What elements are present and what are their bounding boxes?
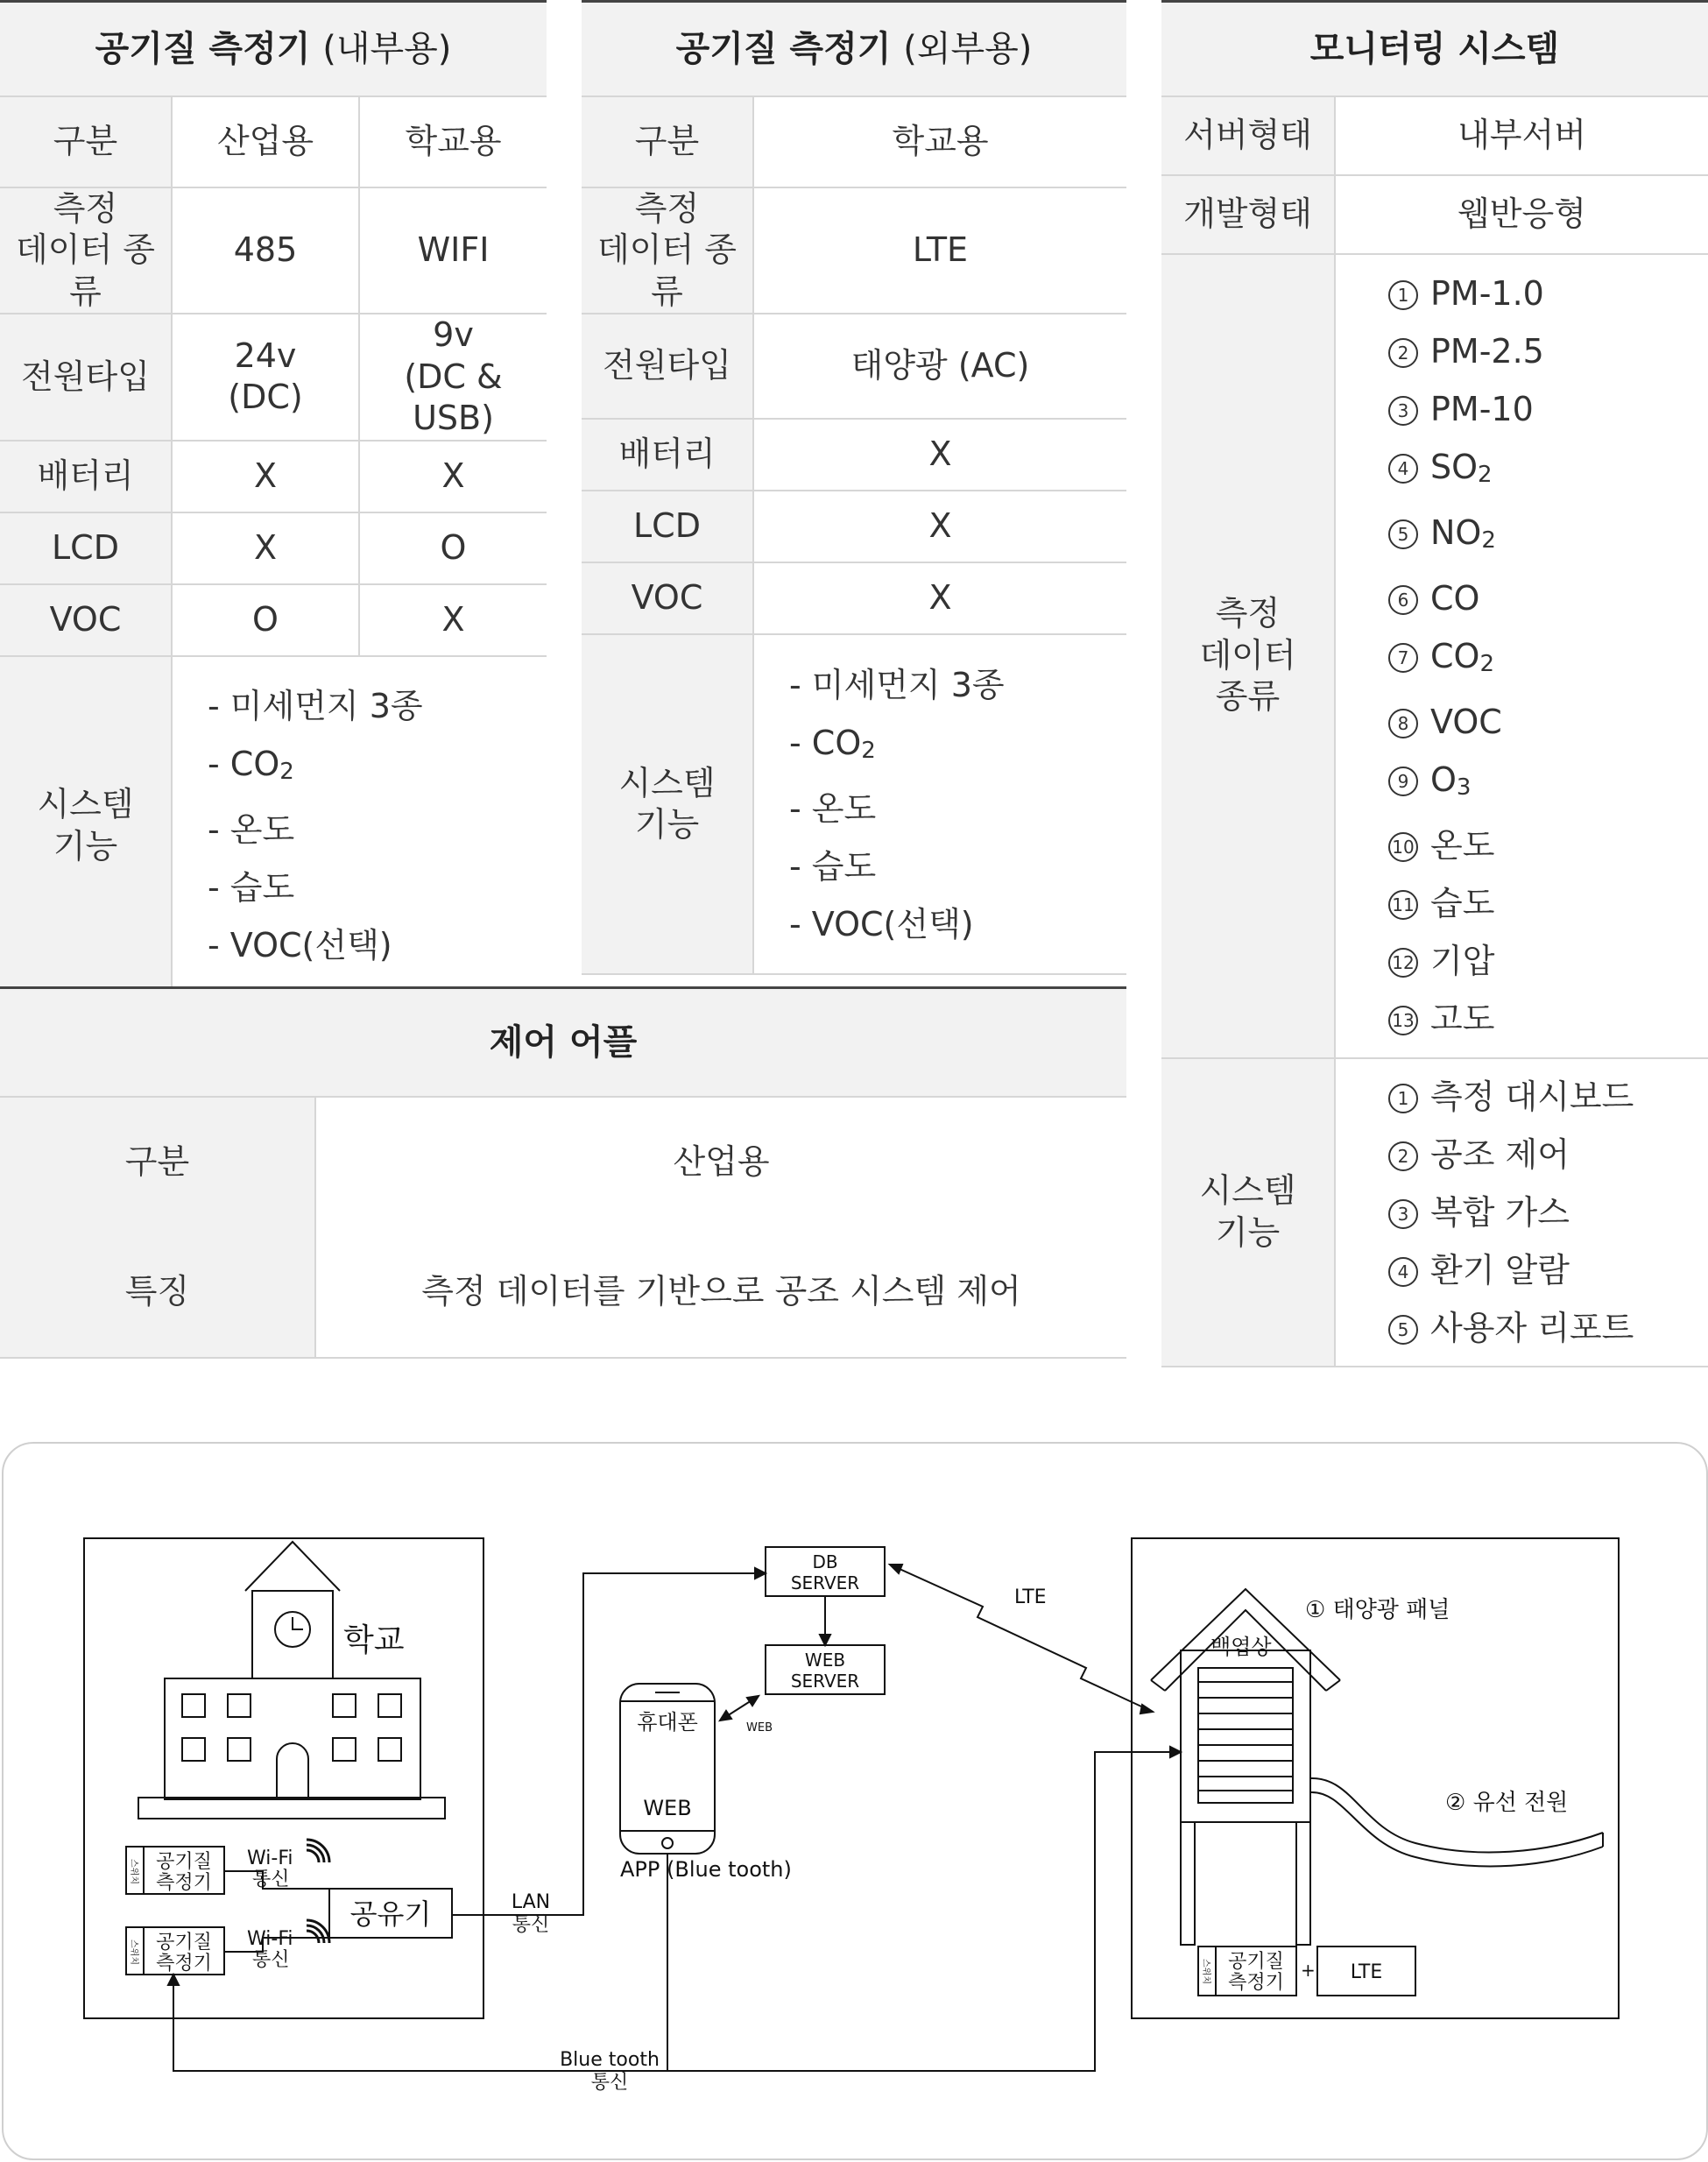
row-label: 구분 [0,96,172,187]
sensor-label: 공기질 [156,1851,212,1873]
comm-label: 통신 [252,1949,290,1971]
number-badge: 2 [1388,1141,1418,1171]
list-item: - 미세먼지 3종 [208,687,423,725]
web-link-label: WEB [746,1721,773,1735]
wifi-label: Wi-Fi [247,1928,293,1950]
list-item: 12 기압 [1388,932,1708,990]
list-item: 7 $CO_2$ [1388,627,1708,693]
shelter-body [1181,1650,1310,1822]
app-label: APP (Blue tooth) [620,1857,792,1882]
shelter-leg-right [1296,1822,1310,1945]
lan-label: LAN [511,1891,551,1913]
school-roof [245,1542,340,1591]
list-item: - VOC(선택) [789,904,974,943]
list-item: - $CO_2$ [208,745,294,785]
wired-power-label: ② 유선 전원 [1445,1790,1569,1816]
phone-home-icon [662,1838,673,1848]
number-badge: 10 [1388,832,1418,862]
system-diagram [2,1442,1708,2160]
list-item: 3 PM-10 [1388,380,1708,438]
row-label: LCD [582,491,753,562]
list-item: 5 $NO_2$ [1388,504,1708,569]
row-label: 시스템 기능 [0,656,172,996]
cell-value: LTE [753,187,1126,314]
lan-comm-label: 통신 [512,1914,550,1936]
cell-value: 내부서버 [1335,96,1708,175]
list-item: 4 $SO_2$ [1388,438,1708,504]
cell-value: 산업용 [673,1142,770,1182]
list-item: 3 복합 가스 [1388,1183,1708,1241]
row-label: 측정 데이터 종류 [1161,254,1335,1058]
row-label: 서버형태 [1161,96,1335,175]
row-label: 배터리 [582,419,753,491]
list-item: 2 PM-2.5 [1388,322,1708,380]
external-table-title: 공기질 측정기 (외부용) [582,2,1126,96]
row-label: 시스템 기능 [582,634,753,974]
sensor-label: 측정기 [156,1872,212,1894]
number-badge: 4 [1388,454,1418,484]
number-badge: 5 [1388,1315,1418,1345]
monitoring-system-table [1161,0,1708,1367]
cell-value: O [172,584,359,656]
sensor-label: 공기질 [1228,1951,1284,1973]
comm-label: 통신 [252,1869,290,1890]
web-server-label: SERVER [790,1671,860,1692]
function-list [172,656,547,996]
list-item: - 습도 [208,868,295,907]
cell-value: X [753,491,1126,562]
internal-table-title: 공기질 측정기 (내부용) [0,2,547,96]
list-item: 1 측정 대시보드 [1388,1068,1708,1126]
monitoring-table-title: 모니터링 시스템 [1161,2,1708,96]
diagram-canvas [4,1444,1706,2158]
cell-value: O [359,512,547,584]
school-tower [252,1591,333,1678]
lte-label: LTE [1014,1586,1047,1608]
sensor-label: 측정기 [156,1953,212,1975]
number-badge: 2 [1388,338,1418,368]
cell-value: X [359,441,547,512]
router-label: 공유기 [349,1897,432,1931]
list-item: 8 VOC [1388,693,1708,751]
row-label: 측정 데이터 종류 [582,187,753,314]
row-label: VOC [582,562,753,634]
cell-value: X [753,419,1126,491]
row-label: 전원타입 [582,314,753,419]
bluetooth-label: Blue tooth [560,2049,660,2071]
list-item: - VOC(선택) [208,926,392,964]
row-label: 개발형태 [1161,175,1335,254]
solar-panel-label: ① 태양광 패널 [1305,1597,1450,1623]
cell-value: WIFI [359,187,547,314]
wifi-icon [307,1840,329,1943]
cell-value: 측정 데이터를 기반으로 공조 시스템 제어 [315,1228,1126,1358]
list-item: - 온도 [789,788,877,828]
switch-label: 스위치 [1201,1959,1210,1984]
external-sensor-table [582,0,1126,975]
row-label: 구분 [0,1097,315,1228]
sensor-label: 공기질 [156,1932,212,1954]
number-badge: 9 [1388,767,1418,796]
shelter-label: 백엽상 [1210,1635,1272,1659]
row-label: 특징 [0,1228,315,1358]
clock-hands [293,1617,303,1629]
list-item: - $CO_2$ [789,723,876,764]
function-list [753,634,1126,974]
phone-web-label: WEB [643,1796,692,1820]
number-badge: 1 [1388,1084,1418,1113]
lte-module-label: LTE [1350,1961,1383,1983]
number-badge: 12 [1388,948,1418,978]
school-base [138,1798,445,1819]
shelter-leg-left [1181,1822,1195,1945]
school-label: 학교 [343,1622,405,1658]
list-item: - 미세먼지 3종 [789,665,1005,704]
switch-label: 스위치 [129,1939,138,1965]
number-badge: 8 [1388,709,1418,738]
row-label: 구분 [582,96,753,187]
number-badge: 11 [1388,890,1418,920]
internal-sensor-table [0,0,547,997]
row-label: 전원타입 [0,314,172,441]
number-badge: 3 [1388,1199,1418,1229]
sensor-label: 측정기 [1228,1972,1284,1994]
number-badge: 4 [1388,1257,1418,1287]
cell-value: 학교용 [753,96,1126,187]
cell-value: 웹반응형 [1335,175,1708,254]
row-label: 배터리 [0,441,172,512]
cell-value: 485 [172,187,359,314]
number-badge: 5 [1388,519,1418,549]
row-label: 측정 데이터 종류 [0,187,172,314]
wifi-label: Wi-Fi [247,1848,293,1869]
cell-value: X [172,441,359,512]
cell-value: X [172,512,359,584]
cell-value: 태양광 (AC) [753,314,1126,419]
number-badge: 7 [1388,643,1418,673]
number-badge: 3 [1388,396,1418,426]
list-item: 10 온도 [1388,816,1708,874]
list-item: 4 환기 알람 [1388,1241,1708,1299]
list-item: - 습도 [789,846,877,886]
list-item: 1 PM-1.0 [1388,265,1708,322]
db-label: DB [812,1551,838,1572]
number-badge: 13 [1388,1006,1418,1035]
list-item: - 온도 [208,810,295,849]
bluetooth-comm-label: 통신 [590,2072,629,2094]
list-item: 9 $O_3$ [1388,751,1708,816]
number-badge: 6 [1388,585,1418,615]
cell-value: X [753,562,1126,634]
row-label: 시스템 기능 [1161,1058,1335,1367]
number-badge: 1 [1388,280,1418,310]
cell-value: X [359,584,547,656]
row-label: VOC [0,584,172,656]
data-type-list [1335,254,1708,1058]
cell-value: 학교용 [359,96,547,187]
list-item: 2 공조 제어 [1388,1126,1708,1183]
cell-value: 24v (DC) [172,314,359,441]
db-label: SERVER [790,1572,860,1593]
list-item: 5 사용자 리포트 [1388,1299,1708,1357]
school-door [277,1743,308,1799]
control-table-title: 제어 어플 [0,988,1126,1097]
control-app-table [0,986,1126,1359]
switch-label: 스위치 [129,1859,138,1884]
list-item: 6 CO [1388,569,1708,627]
list-item: 11 습도 [1388,874,1708,932]
list-item: 13 고도 [1388,990,1708,1048]
bluetooth-link [667,1752,1181,2071]
cell-value: 9v (DC & USB) [359,314,547,441]
row-label: LCD [0,512,172,584]
cell-value: 산업용 [172,96,359,187]
function-list [1335,1058,1708,1367]
web-server-label: WEB [804,1650,846,1671]
plus-label: + [1301,1960,1316,1981]
phone-label: 휴대폰 [637,1710,698,1735]
